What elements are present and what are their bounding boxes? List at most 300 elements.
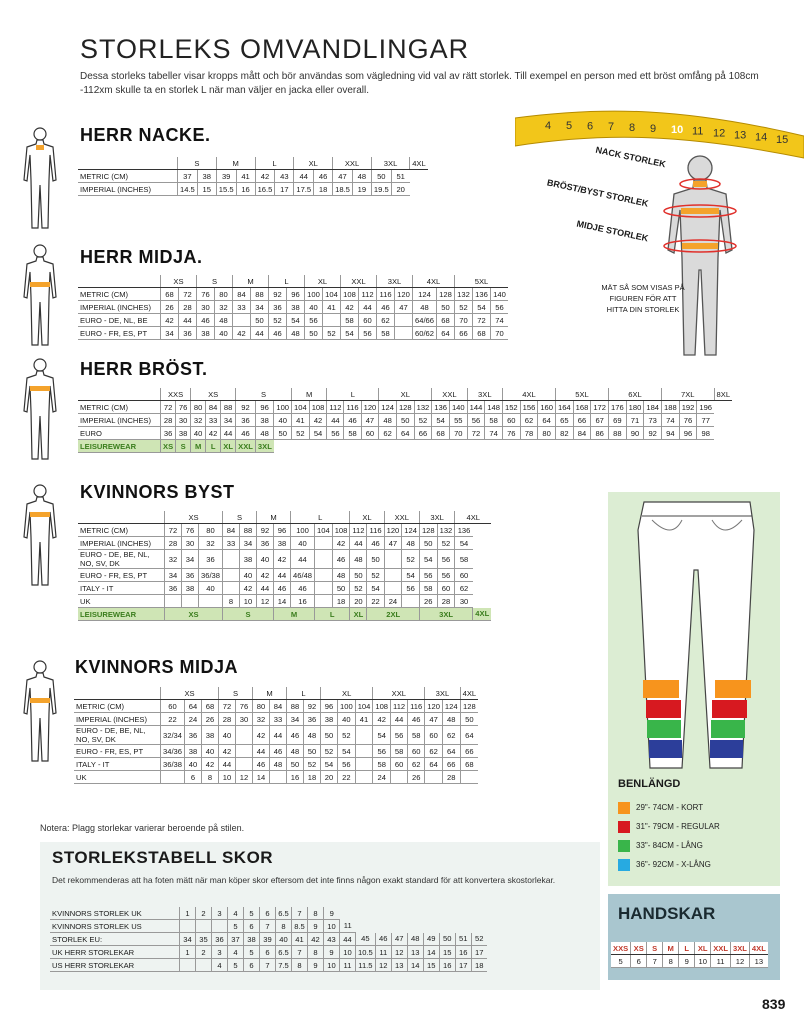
table-cell: 68 <box>161 288 179 301</box>
column-header: 4XL <box>455 511 491 524</box>
table-cell: 48 <box>270 758 287 771</box>
table-cell: 16 <box>455 946 471 959</box>
table-cell: 14 <box>407 959 423 972</box>
table-cell <box>223 550 240 569</box>
table-cell: 120 <box>361 401 379 414</box>
table-cell: 47 <box>333 170 353 183</box>
table-cell: 48 <box>255 427 273 440</box>
table-cell: 44 <box>327 414 344 427</box>
table-cell: 16 <box>287 771 304 784</box>
table-cell: 9 <box>324 907 340 920</box>
table-cell: 33 <box>206 414 221 427</box>
table-cell: 3XL <box>255 440 273 453</box>
table-cell: 11 <box>340 920 356 933</box>
table-cell: 60 <box>437 582 455 595</box>
table-cell: 94 <box>662 427 680 440</box>
table-cell: 6 <box>185 771 202 784</box>
row-label: IMPERIAL (INCHES) <box>78 414 161 427</box>
table-cell: 72 <box>473 314 491 327</box>
row-label: LEISUREWEAR <box>78 440 161 453</box>
table-cell <box>315 550 333 569</box>
table-cell: 34/36 <box>161 745 185 758</box>
table-cell: 86 <box>591 427 609 440</box>
column-header: L <box>269 275 305 288</box>
table-cell: 40 <box>219 726 236 745</box>
column-header: M <box>233 275 269 288</box>
tape-number: 6 <box>587 120 594 133</box>
table-cell: S <box>176 440 191 453</box>
column-header: S <box>178 157 217 170</box>
table-cell: 68 <box>460 758 478 771</box>
table-cell: 38 <box>176 427 191 440</box>
table-cell: 88 <box>609 427 627 440</box>
column-header: XL <box>379 388 432 401</box>
column-header: XS <box>161 275 197 288</box>
table-cell: 33 <box>233 301 251 314</box>
table-cell: 50 <box>251 314 269 327</box>
table-cell: 9 <box>308 920 324 933</box>
table-cell: 104 <box>355 700 373 713</box>
table-cell: 49 <box>423 933 439 946</box>
leg-length-swatch <box>618 840 630 852</box>
table-cell: 40 <box>191 427 206 440</box>
table-cell: 44 <box>219 758 236 771</box>
table-cell: 38 <box>240 550 257 569</box>
row-label: EURO - FR, ES, PT <box>78 327 161 340</box>
table-cell: 45 <box>356 933 376 946</box>
table-cell: 98 <box>697 427 714 440</box>
table-cell <box>236 745 253 758</box>
table-cell: 40 <box>199 582 223 595</box>
table-cell: 124 <box>413 288 437 301</box>
column-header: S <box>197 275 233 288</box>
table-cell: 30 <box>455 595 473 608</box>
column-header: S <box>223 511 257 524</box>
table-cell: 38 <box>287 301 305 314</box>
table-cell <box>180 959 196 972</box>
table-cell: 10 <box>695 955 711 968</box>
table-cell: 42 <box>274 550 291 569</box>
neck-size-label: NACK STORLEK <box>594 144 667 170</box>
table-cell: 70 <box>491 327 509 340</box>
table-cell: 26 <box>419 595 437 608</box>
table-cell: 56 <box>327 427 344 440</box>
table-cell: 14 <box>423 946 439 959</box>
row-label: LEISUREWEAR <box>78 608 165 621</box>
table-cell <box>425 771 443 784</box>
table-cell: 76 <box>176 401 191 414</box>
table-cell: 36 <box>212 933 228 946</box>
column-header: L <box>255 157 294 170</box>
table-cell: 40 <box>202 745 219 758</box>
table-cell: 52 <box>455 301 473 314</box>
table-cell: 12 <box>257 595 274 608</box>
table-cell: 64/66 <box>413 314 437 327</box>
table-cell: 5 <box>228 959 244 972</box>
table-cell: 38 <box>255 414 273 427</box>
column-header: 4XL <box>502 388 555 401</box>
table-cell: 47 <box>361 414 379 427</box>
row-label: STORLEK EU: <box>50 933 180 946</box>
table-cell: 46 <box>344 414 361 427</box>
table-cell: 54 <box>473 301 491 314</box>
column-header: 3XL <box>377 275 413 288</box>
table-cell: 36 <box>257 537 274 550</box>
column-header: 3XL <box>371 157 409 170</box>
table-cell: 10 <box>340 946 356 959</box>
leisurewear-row <box>78 608 491 621</box>
table-cell: 80 <box>191 401 206 414</box>
table-cell: 72 <box>165 524 182 537</box>
table-cell: 36 <box>199 550 223 569</box>
tape-number: 11 <box>692 125 704 138</box>
table-cell <box>212 920 228 933</box>
table-cell: 46 <box>270 745 287 758</box>
column-header: 7XL <box>662 388 715 401</box>
table-row <box>78 288 508 301</box>
table-cell: 140 <box>491 288 509 301</box>
table-cell: 17 <box>455 959 471 972</box>
table-cell: 56 <box>305 314 323 327</box>
table-cell: 116 <box>408 700 425 713</box>
table-cell: 44 <box>179 314 197 327</box>
table-cell: 36 <box>185 726 202 745</box>
table-cell: 42 <box>253 726 270 745</box>
table-cell: 36 <box>304 713 321 726</box>
column-header: M <box>663 942 679 955</box>
table-cell: 52 <box>323 327 341 340</box>
table-cell: 46 <box>377 301 395 314</box>
table-cell: 3 <box>212 907 228 920</box>
table-cell <box>236 758 253 771</box>
table-cell <box>233 314 251 327</box>
table-cell: 24 <box>185 713 202 726</box>
row-label: EURO <box>78 427 161 440</box>
column-header: M <box>216 157 255 170</box>
table-row <box>74 758 478 771</box>
table-cell: 46 <box>197 314 215 327</box>
tape-number: 15 <box>776 134 789 146</box>
table-row <box>78 550 491 569</box>
table-cell: 50 <box>460 713 478 726</box>
table-cell: 54 <box>419 550 437 569</box>
body-figure-icon <box>20 482 60 587</box>
table-cell: 64 <box>538 414 556 427</box>
body-figure-icon <box>20 356 60 461</box>
table-cell: 88 <box>251 288 269 301</box>
table-cell: 6 <box>260 907 276 920</box>
table-cell: 64 <box>460 726 478 745</box>
row-label: ITALY - IT <box>78 582 165 595</box>
table-cell: 112 <box>350 524 367 537</box>
table-cell: 44 <box>294 170 314 183</box>
column-header: XXL <box>373 687 425 700</box>
table-cell: 9 <box>324 946 340 959</box>
table-cell: 18.5 <box>333 183 353 196</box>
table-cell: 38 <box>321 713 338 726</box>
table-cell <box>315 595 333 608</box>
table-cell: 56 <box>373 745 391 758</box>
column-header: S <box>647 942 663 955</box>
table-cell: 11 <box>340 959 356 972</box>
table-row <box>78 314 508 327</box>
table-cell: 19 <box>352 183 371 196</box>
table-row <box>74 700 478 713</box>
table-cell <box>236 726 253 745</box>
table-cell: 46 <box>367 537 384 550</box>
table-row <box>74 713 478 726</box>
body-figure-icon <box>20 242 60 347</box>
table-cell: 52 <box>402 550 420 569</box>
row-label: UK HERR STORLEKAR <box>50 946 180 959</box>
table-cell: 42 <box>233 327 251 340</box>
row-label: 5 <box>611 955 631 968</box>
table-cell <box>402 595 420 608</box>
table-cell: 54 <box>338 745 356 758</box>
table-cell <box>165 595 182 608</box>
column-header <box>78 157 178 170</box>
table-header-row <box>611 942 768 955</box>
table-cell: 54 <box>367 582 384 595</box>
column-header <box>78 388 161 401</box>
table-cell <box>395 327 413 340</box>
table-cell: 36 <box>161 427 176 440</box>
table-cell: 44 <box>257 582 274 595</box>
table-cell <box>384 550 402 569</box>
table-cell: 120 <box>395 288 413 301</box>
table-cell: 48 <box>407 933 423 946</box>
table-cell: 88 <box>287 700 304 713</box>
table-cell: 28 <box>165 537 182 550</box>
table-cell: 38 <box>197 170 216 183</box>
table-cell: 84 <box>233 288 251 301</box>
leg-length-swatch <box>618 859 630 871</box>
table-cell: 52 <box>437 537 455 550</box>
table-cell: 36/38 <box>161 758 185 771</box>
table-cell: 37 <box>228 933 244 946</box>
table-cell: 124 <box>379 401 397 414</box>
table-cell: 66 <box>455 327 473 340</box>
table-cell: 80 <box>253 700 270 713</box>
table-cell: L <box>315 608 350 621</box>
table-cell: 38 <box>274 537 291 550</box>
table-cell: 74 <box>491 314 509 327</box>
table-cell: 100 <box>274 401 292 414</box>
row-label: METRIC (CM) <box>78 524 165 537</box>
table-cell: 60 <box>361 427 379 440</box>
table-cell <box>395 314 413 327</box>
table-cell: 36 <box>269 301 287 314</box>
table-cell: 50 <box>371 170 391 183</box>
table-cell: 17.5 <box>294 183 314 196</box>
table-cell: 92 <box>269 288 287 301</box>
table-cell: 70 <box>449 427 467 440</box>
table-cell: 20 <box>391 183 410 196</box>
table-cell: 42 <box>161 314 179 327</box>
column-header: 8XL <box>714 388 732 401</box>
table-cell: 96 <box>321 700 338 713</box>
table-cell <box>384 582 402 595</box>
table-cell: 54 <box>402 569 420 582</box>
table-cell: 30 <box>182 537 199 550</box>
table-cell: 56 <box>338 758 356 771</box>
row-label: KVINNORS STORLEK UK <box>50 907 180 920</box>
table-row <box>78 569 491 582</box>
kvinnors-midja-title: KVINNORS MIDJA <box>75 657 239 677</box>
table-cell: 24 <box>384 595 402 608</box>
table-cell: 136 <box>455 524 473 537</box>
table-cell: 80 <box>538 427 556 440</box>
table-cell: 58 <box>341 314 359 327</box>
table-cell: 42 <box>240 582 257 595</box>
table-cell: 35 <box>196 933 212 946</box>
shoe-table <box>50 907 487 972</box>
table-cell: 64 <box>437 327 455 340</box>
table-cell: 30 <box>236 713 253 726</box>
table-cell: 40 <box>338 713 356 726</box>
table-cell: 88 <box>221 401 236 414</box>
herr-brost-table <box>78 388 732 453</box>
table-cell <box>355 726 373 745</box>
table-cell: 6 <box>631 955 647 968</box>
table-cell: 176 <box>609 401 627 414</box>
table-cell: 96 <box>255 401 273 414</box>
tape-number: 12 <box>713 127 726 140</box>
table-cell: 42 <box>373 713 391 726</box>
table-cell: 108 <box>309 401 327 414</box>
column-header <box>78 511 165 524</box>
table-row <box>611 955 768 968</box>
column-header: 3XL <box>730 942 749 955</box>
table-cell: 52 <box>414 414 432 427</box>
table-cell: 42 <box>257 569 274 582</box>
row-label: KVINNORS STORLEK US <box>50 920 180 933</box>
waist-size-label: MIDJE STORLEK <box>575 218 650 244</box>
glove-table <box>611 942 768 968</box>
column-header <box>78 275 161 288</box>
table-cell: 62 <box>442 726 460 745</box>
table-cell: 108 <box>373 700 391 713</box>
table-cell: 1 <box>180 907 196 920</box>
table-cell: 50 <box>287 758 304 771</box>
herr-midja-title: HERR MIDJA. <box>80 247 203 267</box>
table-cell: 69 <box>609 414 627 427</box>
table-cell: 4XL <box>473 608 491 621</box>
table-cell: 46 <box>314 170 333 183</box>
table-cell: 15 <box>423 959 439 972</box>
table-cell: 5 <box>244 946 260 959</box>
table-cell: XS <box>161 440 176 453</box>
column-header: S <box>236 388 292 401</box>
table-cell: 8 <box>276 920 292 933</box>
table-cell: 104 <box>315 524 333 537</box>
column-header: 3XL <box>419 511 454 524</box>
table-cell: 80 <box>215 288 233 301</box>
table-cell: 56 <box>391 726 408 745</box>
table-cell: 40 <box>185 758 202 771</box>
table-cell: 24 <box>373 771 391 784</box>
tape-number: 7 <box>608 121 615 134</box>
table-cell: 44 <box>251 327 269 340</box>
row-label: US HERR STORLEKAR <box>50 959 180 972</box>
column-header: XXL <box>384 511 419 524</box>
table-row <box>74 726 478 745</box>
measure-note: MÄT SÅ SOM VISAS PÅ FIGUREN FÖR ATT HITTA DIN STORLEK <box>601 283 685 314</box>
table-cell: 11.5 <box>356 959 376 972</box>
table-cell: 104 <box>323 288 341 301</box>
column-header: XXL <box>333 157 372 170</box>
table-cell: 60 <box>455 569 473 582</box>
table-cell: 64 <box>425 758 443 771</box>
table-cell: 44 <box>391 713 408 726</box>
table-cell: 44 <box>270 726 287 745</box>
table-cell: 7 <box>292 946 308 959</box>
leg-length-label: 29"- 74CM - KORT <box>636 803 704 812</box>
column-header: L <box>327 388 379 401</box>
table-cell: 74 <box>485 427 503 440</box>
table-cell: 60 <box>502 414 520 427</box>
table-row <box>50 920 487 933</box>
table-cell <box>460 771 478 784</box>
table-cell: 46 <box>332 550 350 569</box>
row-label: IMPERIAL (INCHES) <box>78 537 165 550</box>
table-cell: 47 <box>391 933 407 946</box>
table-cell: 50 <box>304 745 321 758</box>
table-cell: 66 <box>460 745 478 758</box>
table-cell: 90 <box>626 427 644 440</box>
table-cell: 18 <box>332 595 350 608</box>
column-header: 6XL <box>609 388 662 401</box>
table-row <box>78 414 732 427</box>
table-cell: 26 <box>202 713 219 726</box>
table-cell: 46 <box>408 713 425 726</box>
table-cell: 6 <box>260 946 276 959</box>
table-cell: 62 <box>455 582 473 595</box>
table-cell: 22 <box>367 595 384 608</box>
table-cell: 12 <box>730 955 749 968</box>
table-cell: 40 <box>291 537 315 550</box>
column-header: M <box>292 388 327 401</box>
table-cell <box>223 569 240 582</box>
table-cell: 32 <box>253 713 270 726</box>
table-cell: 60/62 <box>413 327 437 340</box>
table-cell: S <box>223 608 274 621</box>
table-cell: 180 <box>626 401 644 414</box>
table-cell: 13 <box>407 946 423 959</box>
column-header: M <box>253 687 287 700</box>
herr-brost-title: HERR BRÖST. <box>80 359 208 379</box>
table-cell: 15.5 <box>216 183 236 196</box>
table-cell: 2 <box>196 946 212 959</box>
tape-number: 10 <box>671 124 684 137</box>
table-cell: 96 <box>679 427 697 440</box>
table-cell: 72 <box>219 700 236 713</box>
table-cell <box>355 758 373 771</box>
table-cell: 136 <box>473 288 491 301</box>
table-cell: 62 <box>425 745 443 758</box>
table-cell: 6 <box>244 959 260 972</box>
table-row <box>78 582 491 595</box>
table-cell: 11 <box>375 946 391 959</box>
table-cell: 58 <box>344 427 361 440</box>
table-cell: 10 <box>324 959 340 972</box>
table-cell: 11 <box>711 955 731 968</box>
table-row <box>78 524 491 537</box>
table-cell: 38 <box>202 726 219 745</box>
column-header: XL <box>350 511 384 524</box>
table-cell: L <box>206 440 221 453</box>
leg-length-label: 31"- 79CM - REGULAR <box>636 822 720 831</box>
